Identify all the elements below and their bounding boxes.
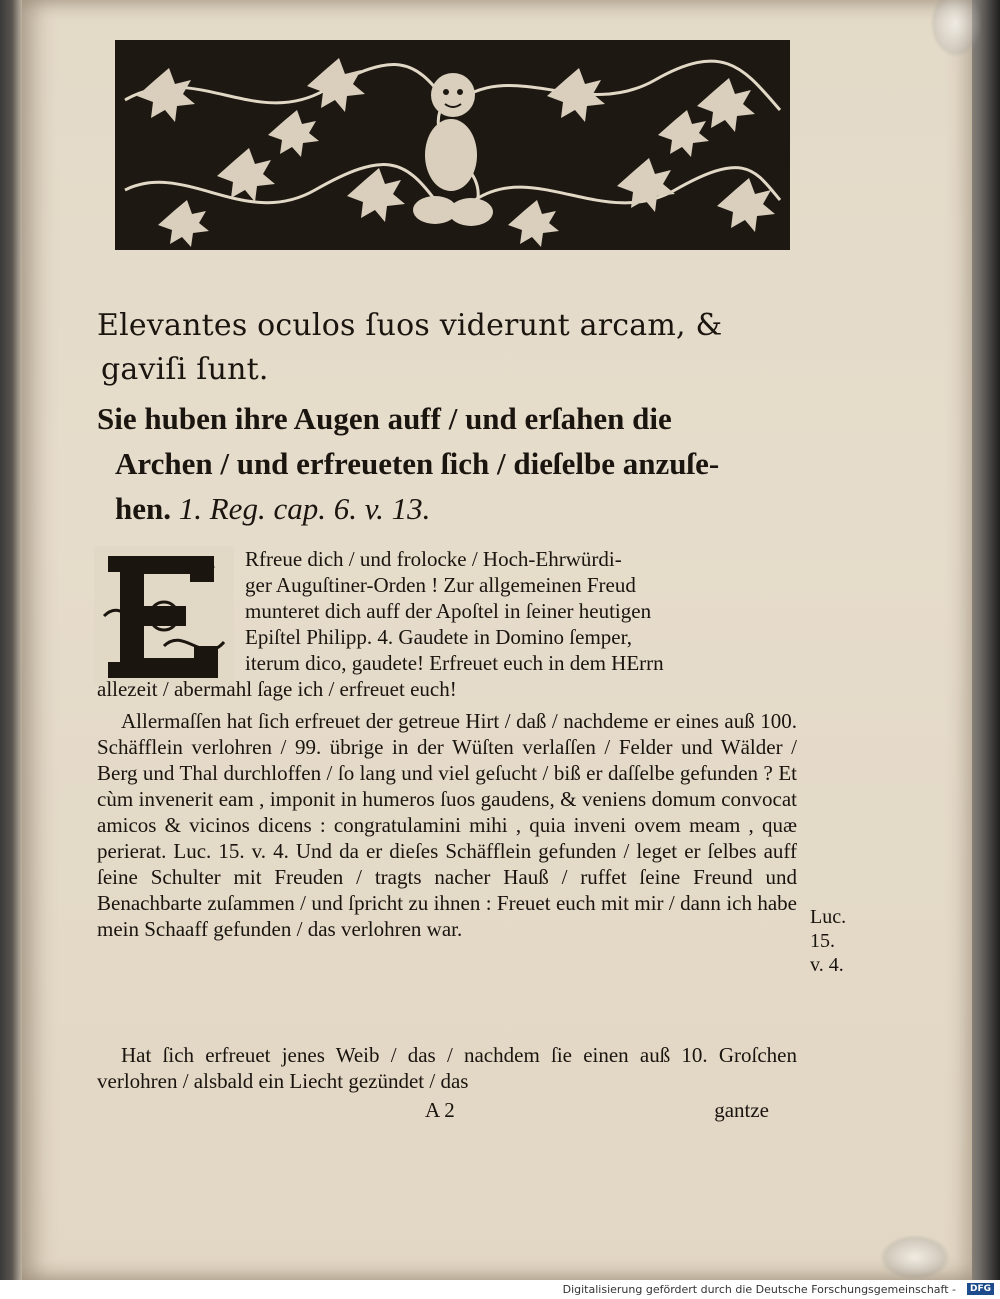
digitization-footer: [0, 1280, 1000, 1299]
latin-title-line: Elevantes oculos ſuos viderunt arcam, &: [97, 308, 723, 343]
paragraph-2: Allermaſſen hat ſich erfreuet der getreue Hirt / daß / nachdeme er eines auß 100. Schäfflein verlohren / 99. übrige in der Wüſten verlaſſen / Felder und Wälder / Berg und Thal durchloffen / ſo lang und viel geſucht / biß er daſſelbe gefunden ? Et cùm invenerit eam , imponit in humeros ſuos gaudens, & veniens domum convocat amicos & vicinos dicens : congratulamini mihi , quia inveni ovem meam , quæ perierat. Luc. 15. v. 4. Und da er dieſes Schäfflein gefunden / leget er ſelbes auff ſeine Schulter mit Freuden / tragts nacher Hauß / ruffet ſeine Freund und Benachbarte zuſammen / und ſpricht zu ihnen : Freuet euch mit mir / dann ich habe mein Schaaff gefunden / das verlohren war.: [97, 709, 797, 941]
bible-reference: 1. Reg. cap. 6. v. 13.: [178, 491, 431, 526]
footer-text: Digitalisierung gefördert durch die Deutsche Forschungsgemeinschaft -: [562, 1283, 956, 1296]
dfg-logo: DFG: [967, 1283, 994, 1295]
paragraph-3: Hat ſich erfreuet jenes Weib / das / nachdem ſie einen auß 10. Groſchen verlohren / alsbald ein Liecht gezündet / das: [97, 1043, 797, 1093]
signature-mark: A 2: [425, 1098, 455, 1122]
glass-clip-bottom: [880, 1235, 950, 1280]
margin-note-line: v. 4.: [810, 954, 844, 976]
paragraph-1-line: allezeit / abermahl ſage ich / erfreuet euch!: [97, 677, 457, 701]
german-title-line: [97, 486, 797, 531]
paragraph-1-line: munteret dich auff der Apoſtel in ſeiner heutigen: [245, 599, 652, 623]
german-title-line: Sie huben ihre Augen auff / und erſahen die: [97, 401, 672, 436]
catchword: gantze: [714, 1098, 769, 1122]
margin-note: [810, 905, 870, 977]
paragraph-1-line: Rfreue dich / und frolocke / Hoch-Ehrwürdi-: [245, 547, 622, 571]
page-foot: [97, 1098, 769, 1124]
german-title-last: hen.: [115, 491, 171, 526]
latin-title: [97, 304, 797, 392]
paragraph-1: [97, 546, 797, 702]
german-title-line: Archen / und erfreueten ſich / dieſelbe anzuſe-: [115, 446, 720, 481]
woodcut-headpiece-ornament: [115, 40, 790, 250]
glass-clip-top: [930, 0, 982, 58]
paragraph-1-line: ger Auguſtiner-Orden ! Zur allgemeinen Freud: [245, 573, 636, 597]
paragraph-1-line: iterum dico, gaudete! Erfreuet euch in dem HErrn: [245, 651, 664, 675]
latin-title-line: gaviſi ſunt.: [101, 352, 269, 387]
margin-note-line: Luc. 15.: [810, 906, 847, 952]
german-title: [97, 396, 797, 531]
paragraph-1-line: Epiſtel Philipp. 4. Gaudete in Domino ſemper,: [245, 625, 633, 649]
